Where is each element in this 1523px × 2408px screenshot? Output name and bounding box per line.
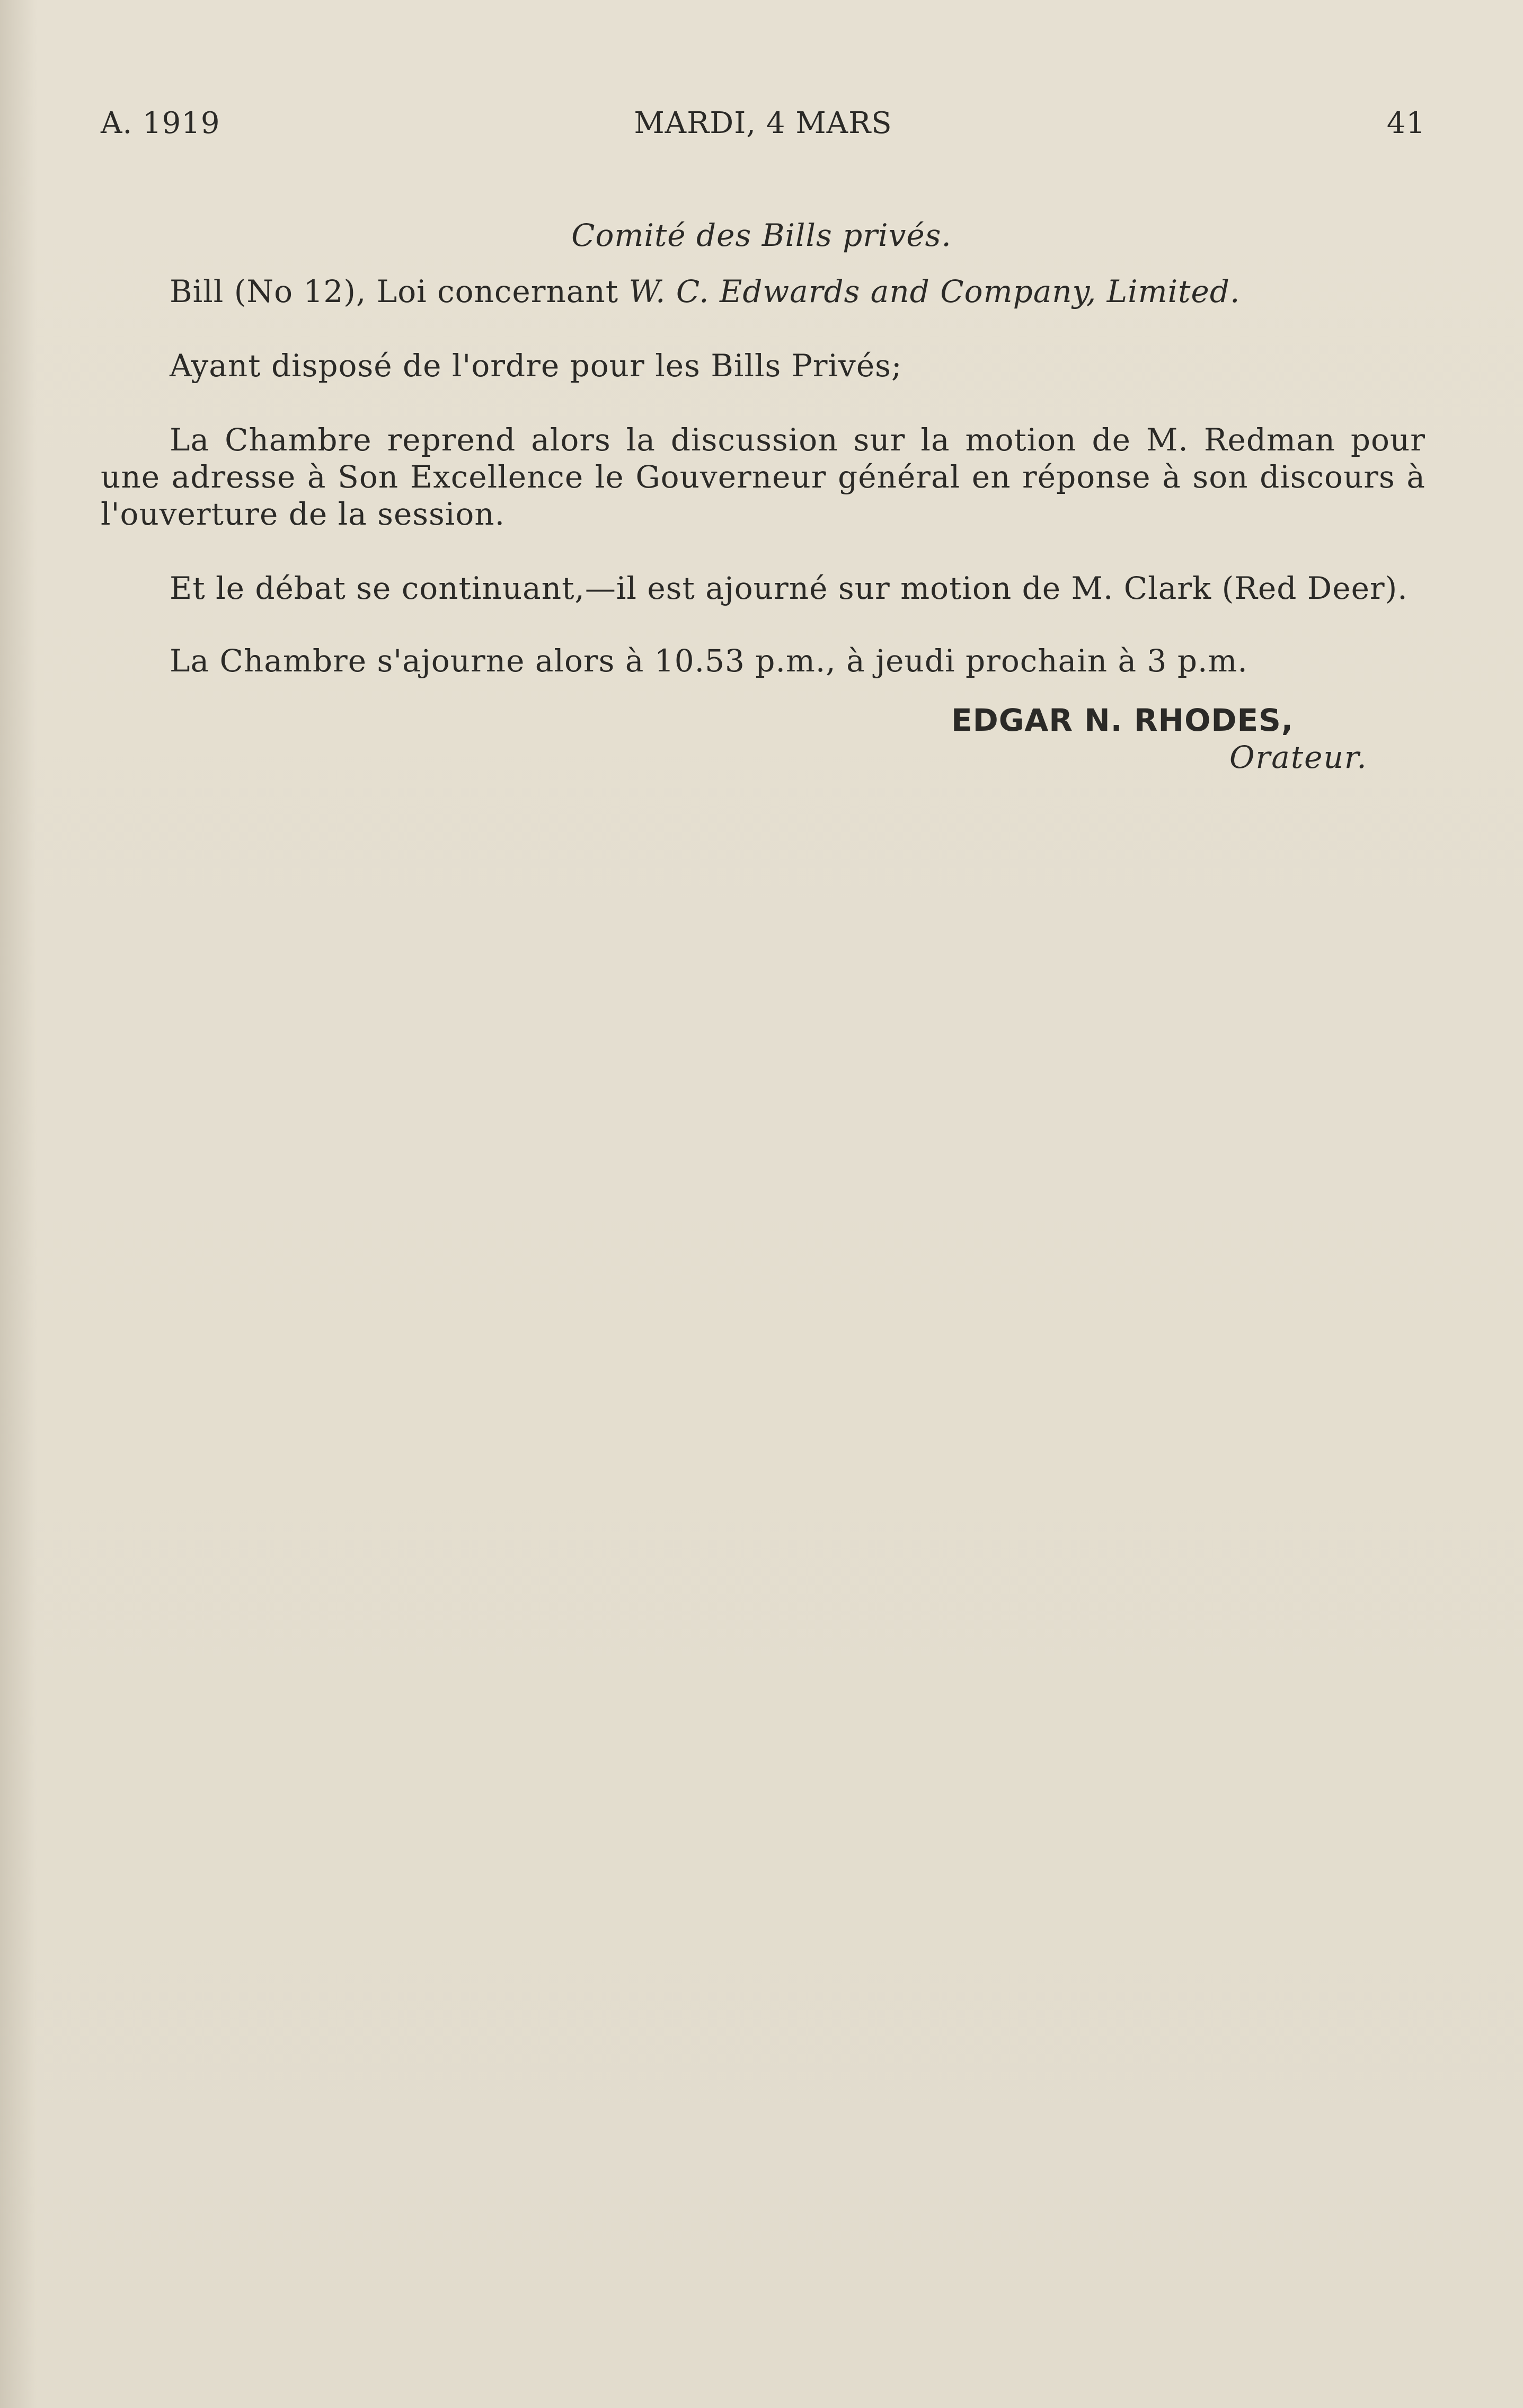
bill-line [101,273,1494,310]
paragraph-debat: Et le débat se continuant,—il est ajourné sur motion de M. Clark (Red Deer). [170,570,1408,606]
section-title: Comité des Bills privés. [571,217,952,253]
header-year: A. 1919 [101,106,220,140]
page-number: 41 [1386,106,1425,140]
bill-company: W. C. Edwards and Company, Limited. [628,273,1241,309]
header-date: MARDI, 4 MARS [634,106,892,140]
signature-title: Orateur. [1229,739,1368,775]
signature-name: EDGAR N. RHODES, [951,702,1294,738]
page-header [101,106,1425,154]
paragraph-ordre: Ayant disposé de l'ordre pour les Bills Privés; [170,348,902,384]
bill-prefix: Bill (No 12), Loi concernant [170,273,629,309]
motion-text: La Chambre reprend alors la discussion sur la motion de M. Redman pour une adresse à Son Excellence le Gouverneur général en réponse à son discours à l'ouverture de la session. [101,422,1425,532]
paragraph-ajourne: La Chambre s'ajourne alors à 10.53 p.m., à jeudi prochain à 3 p.m. [170,643,1248,679]
paragraph-motion [101,421,1425,533]
